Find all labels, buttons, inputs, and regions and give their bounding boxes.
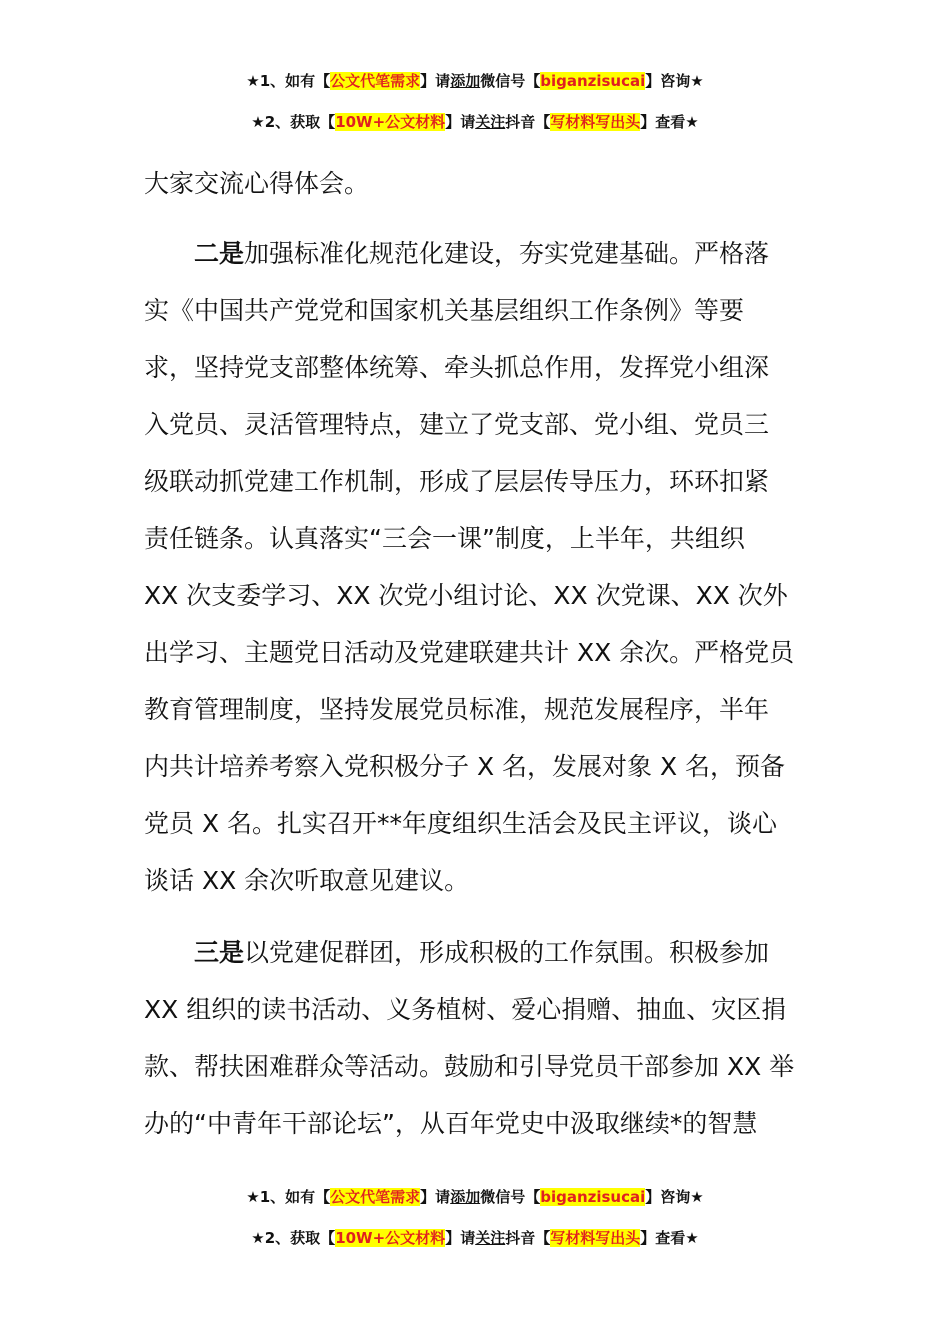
banner-highlight: biganzisucai <box>540 72 646 90</box>
body-line: 出学习、主题党日活动及党建联建共计 XX 余次。严格党员 <box>144 638 795 667</box>
banner-text: 】查看★ <box>640 113 699 131</box>
body-line: 办的“中青年干部论坛”，从百年党史中汲取继续*的智慧 <box>144 1109 758 1138</box>
banner-highlight: biganzisucai <box>540 1188 646 1206</box>
banner-highlight: 10W+公文材料 <box>335 113 446 131</box>
banner-text: 】请 <box>420 72 451 90</box>
body-line: 内共计培养考察入党积极分子 X 名，发展对象 X 名，预备 <box>144 752 786 781</box>
banner-text: 】请 <box>420 1188 451 1206</box>
body-line: 大家交流心得体会。 <box>144 169 370 198</box>
banner-text: ★2、获取【 <box>251 113 336 131</box>
body-line-text: 加强标准化规范化建设，夯实党建基础。严格落 <box>244 239 770 268</box>
banner-underlined-text: 添加 <box>450 1188 481 1206</box>
banner-text: 】查看★ <box>640 1229 699 1247</box>
body-line: 教育管理制度，坚持发展党员标准，规范发展程序，半年 <box>144 695 770 724</box>
body-line: 谈话 XX 余次听取意见建议。 <box>144 866 470 895</box>
paragraph-lead: 二是 <box>194 239 245 268</box>
body-line: XX 组织的读书活动、义务植树、爱心捐赠、抽血、灾区捐 <box>144 995 787 1024</box>
bottom-banner-line-2 <box>0 1227 950 1249</box>
body-line: 实《中国共产党党和国家机关基层组织工作条例》等要 <box>144 296 745 325</box>
body-line: 入党员、灵活管理特点，建立了党支部、党小组、党员三 <box>144 410 770 439</box>
body-line: 求，坚持党支部整体统筹、牵头抓总作用，发挥党小组深 <box>144 353 770 382</box>
banner-text: 抖音【 <box>505 1229 551 1247</box>
banner-highlight: 10W+公文材料 <box>335 1229 446 1247</box>
top-banner-line-1 <box>0 70 950 92</box>
banner-text: 】请 <box>445 113 476 131</box>
body-line: XX 次支委学习、XX 次党小组讨论、XX 次党课、XX 次外 <box>144 581 788 610</box>
banner-text: 】请 <box>445 1229 476 1247</box>
banner-text: 微信号【 <box>480 72 541 90</box>
banner-text: ★1、如有【 <box>246 72 331 90</box>
paragraph-3-first-line <box>194 936 769 970</box>
body-line: 党员 X 名。扎实召开**年度组织生活会及民主评议，谈心 <box>144 809 778 838</box>
body-line: 责任链条。认真落实“三会一课”制度，上半年，共组织 <box>144 524 745 553</box>
banner-text: ★1、如有【 <box>246 1188 331 1206</box>
paragraph-lead: 三是 <box>194 938 245 967</box>
top-banner-line-2 <box>0 111 950 133</box>
banner-text: ★2、获取【 <box>251 1229 336 1247</box>
banner-highlight: 写材料写出头 <box>550 113 641 131</box>
banner-highlight: 公文代笔需求 <box>330 72 421 90</box>
banner-underlined-text: 关注 <box>475 113 506 131</box>
banner-highlight: 写材料写出头 <box>550 1229 641 1247</box>
banner-highlight: 公文代笔需求 <box>330 1188 421 1206</box>
body-line: 级联动抓党建工作机制，形成了层层传导压力，环环扣紧 <box>144 467 770 496</box>
paragraph-2-first-line <box>194 237 769 271</box>
bottom-banner-line-1 <box>0 1186 950 1208</box>
banner-underlined-text: 关注 <box>475 1229 506 1247</box>
banner-text: 】咨询★ <box>645 1188 704 1206</box>
body-line: 款、帮扶困难群众等活动。鼓励和引导党员干部参加 XX 举 <box>144 1052 795 1081</box>
banner-underlined-text: 添加 <box>450 72 481 90</box>
banner-text: 】咨询★ <box>645 72 704 90</box>
banner-text: 微信号【 <box>480 1188 541 1206</box>
banner-text: 抖音【 <box>505 113 551 131</box>
body-line-text: 以党建促群团，形成积极的工作氛围。积极参加 <box>244 938 770 967</box>
